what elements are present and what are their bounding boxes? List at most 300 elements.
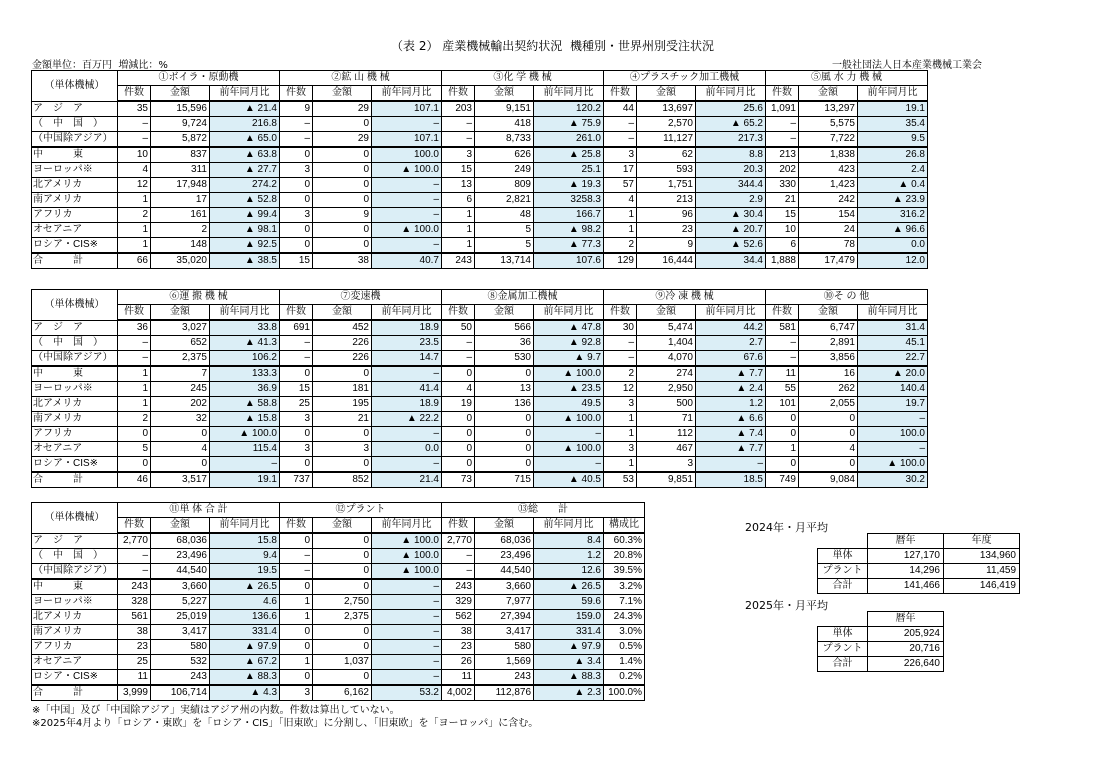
table-cell: – <box>766 351 799 367</box>
table-row <box>32 625 645 640</box>
table-cell: 1 <box>604 223 637 238</box>
table-cell: 331.4 <box>534 625 604 640</box>
region-label: アフリカ <box>32 640 118 655</box>
table-cell: 3.2% <box>604 579 645 595</box>
table-cell: 7 <box>151 366 210 382</box>
table-cell: 38 <box>442 625 475 640</box>
table-cell: 3,660 <box>475 579 534 595</box>
table-cell: 0 <box>280 366 313 382</box>
table-cell: 115.4 <box>210 442 280 457</box>
summary-value: 141,466 <box>868 579 944 594</box>
summary-row <box>818 627 944 642</box>
summary-label: 合計 <box>818 657 868 672</box>
table-cell: 100.0 <box>372 147 442 163</box>
table-cell: 0 <box>280 579 313 595</box>
table-cell: ▲ 96.6 <box>858 223 928 238</box>
table-cell: 21 <box>313 412 372 427</box>
table-cell: 32 <box>151 412 210 427</box>
col-header-amount: 金額 <box>151 518 210 534</box>
table-cell: – <box>372 427 442 442</box>
table-cell: 129 <box>604 253 637 269</box>
table-cell: 7,722 <box>799 132 858 148</box>
table-cell: – <box>604 336 637 351</box>
table-cell: ▲ 40.5 <box>534 472 604 488</box>
table-cell: 2 <box>118 412 151 427</box>
table-cell: 107.6 <box>534 253 604 269</box>
table-cell: 0 <box>313 163 372 178</box>
table-row <box>32 640 645 655</box>
region-label: オセアニア <box>32 223 118 238</box>
table-cell: 10 <box>118 147 151 163</box>
table-cell: 2,570 <box>637 117 696 132</box>
table-cell: ▲ 26.5 <box>210 579 280 595</box>
table-cell: 35 <box>118 101 151 117</box>
summary-value: 226,640 <box>868 657 944 672</box>
table-cell: 13 <box>475 382 534 397</box>
table-cell: 0.2% <box>604 670 645 686</box>
group-header: ⑥運 搬 機 械 <box>118 290 280 305</box>
table-row <box>32 412 928 427</box>
table-cell: 311 <box>151 163 210 178</box>
region-label: （中国除アジア） <box>32 132 118 148</box>
summary-2025-table <box>817 611 944 672</box>
table-cell: 22.7 <box>858 351 928 367</box>
table-cell: – <box>210 457 280 473</box>
table-cell: 36 <box>475 336 534 351</box>
region-label: 北アメリカ <box>32 397 118 412</box>
table-cell: 1 <box>442 223 475 238</box>
table-block-1 <box>31 70 928 269</box>
region-label: 南アメリカ <box>32 412 118 427</box>
table-cell: 249 <box>475 163 534 178</box>
table-cell: ▲ 65.0 <box>210 132 280 148</box>
summary-value: 146,419 <box>944 579 1020 594</box>
table-cell: – <box>372 178 442 193</box>
table-cell: 13,697 <box>637 101 696 117</box>
table-cell: ▲ 30.4 <box>696 208 766 223</box>
table-cell: 1 <box>604 412 637 427</box>
col-header-count: 件数 <box>280 86 313 102</box>
table-cell: 0 <box>475 457 534 473</box>
table-row <box>32 366 928 382</box>
table-cell: 580 <box>151 640 210 655</box>
table-cell: – <box>442 336 475 351</box>
table-cell: 1 <box>118 382 151 397</box>
col-header-count: 件数 <box>280 305 313 321</box>
table-cell: 261.0 <box>534 132 604 148</box>
table-cell: 1,569 <box>475 655 534 670</box>
table-cell: 423 <box>799 163 858 178</box>
table-cell: 15 <box>280 382 313 397</box>
table-cell: 0 <box>280 625 313 640</box>
table-cell: 20.3 <box>696 163 766 178</box>
table-cell: ▲ 92.8 <box>534 336 604 351</box>
col-header-count: 件数 <box>604 305 637 321</box>
col-header-yoy: 前年同月比 <box>534 86 604 102</box>
table-cell: – <box>372 625 442 640</box>
table-block-2 <box>31 289 928 488</box>
table-cell: ▲ 100.0 <box>534 412 604 427</box>
table-cell: ▲ 23.5 <box>534 382 604 397</box>
table-row <box>32 670 645 686</box>
table-row <box>32 595 645 610</box>
table-cell: 50 <box>442 320 475 336</box>
table-cell: 9 <box>280 101 313 117</box>
table-cell: 15.8 <box>210 533 280 549</box>
table-cell: 68,036 <box>151 533 210 549</box>
table-cell: 14.7 <box>372 351 442 367</box>
table-cell: 0 <box>313 549 372 564</box>
table-cell: 106.2 <box>210 351 280 367</box>
table-cell: 0 <box>280 147 313 163</box>
col-header-yoy: 前年同月比 <box>696 305 766 321</box>
table-cell: 73 <box>442 472 475 488</box>
table-cell: 107.1 <box>372 132 442 148</box>
table-cell: ▲ 38.5 <box>210 253 280 269</box>
region-label: （ 中 国 ） <box>32 549 118 564</box>
summary-value: 205,924 <box>868 627 944 642</box>
table-cell: 13 <box>442 178 475 193</box>
table-cell: 6 <box>442 193 475 208</box>
table-cell: 8.4 <box>534 533 604 549</box>
table-cell: ▲ 21.4 <box>210 101 280 117</box>
table-cell: 9,084 <box>799 472 858 488</box>
table-cell: 12 <box>118 178 151 193</box>
table-cell: – <box>118 117 151 132</box>
table-cell: 0 <box>475 366 534 382</box>
table-cell: – <box>118 549 151 564</box>
col-header-yoy: 前年同月比 <box>372 518 442 534</box>
table-row <box>32 457 928 473</box>
table-cell: – <box>696 457 766 473</box>
col-header-amount: 金額 <box>313 86 372 102</box>
table-cell: 1,423 <box>799 178 858 193</box>
table-row <box>32 533 645 549</box>
table-cell: 18.9 <box>372 397 442 412</box>
col-header-count: 件数 <box>766 305 799 321</box>
table-cell: 837 <box>151 147 210 163</box>
table-cell: – <box>372 208 442 223</box>
table-cell: 0 <box>280 427 313 442</box>
region-label: 北アメリカ <box>32 610 118 625</box>
table-cell: 217.3 <box>696 132 766 148</box>
table-cell: 4,070 <box>637 351 696 367</box>
col-header-amount: 金額 <box>637 305 696 321</box>
table-cell: 112 <box>637 427 696 442</box>
region-label: ヨーロッパ※ <box>32 382 118 397</box>
col-header-yoy: 前年同月比 <box>858 305 928 321</box>
table-cell: 0 <box>313 193 372 208</box>
table-cell: – <box>858 412 928 427</box>
table-cell: 0 <box>442 366 475 382</box>
table-cell: 5,227 <box>151 595 210 610</box>
table-cell: 203 <box>442 101 475 117</box>
table-cell: 15,596 <box>151 101 210 117</box>
col-header-count: 件数 <box>442 305 475 321</box>
table-cell: 1 <box>442 208 475 223</box>
table-row <box>32 610 645 625</box>
table-cell: ▲ 15.8 <box>210 412 280 427</box>
summary-label: 合計 <box>818 579 868 594</box>
col-header-count: 件数 <box>604 86 637 102</box>
col-header-yoy: 前年同月比 <box>372 305 442 321</box>
table-cell: – <box>280 549 313 564</box>
table-cell: 5,474 <box>637 320 696 336</box>
table-cell: 2,375 <box>313 610 372 625</box>
table-cell: 12 <box>604 382 637 397</box>
table-cell: 8.8 <box>696 147 766 163</box>
table-cell: 1 <box>604 457 637 473</box>
table-cell: 35,020 <box>151 253 210 269</box>
table-cell: 35.4 <box>858 117 928 132</box>
table-cell: 1 <box>280 595 313 610</box>
table-cell: 330 <box>766 178 799 193</box>
table-cell: 0 <box>766 427 799 442</box>
table-cell: – <box>280 351 313 367</box>
table-cell: 44,540 <box>475 564 534 580</box>
summary-value: 20,716 <box>868 642 944 657</box>
table-cell: 24 <box>799 223 858 238</box>
table-cell: 49.5 <box>534 397 604 412</box>
summary-blank <box>818 534 868 549</box>
table-cell: 30.2 <box>858 472 928 488</box>
table-cell: 10 <box>766 223 799 238</box>
table-cell: 1,404 <box>637 336 696 351</box>
table-cell: 1.2 <box>696 397 766 412</box>
table-cell: 202 <box>151 397 210 412</box>
table-cell: 13,297 <box>799 101 858 117</box>
table-cell: 4 <box>604 193 637 208</box>
table-row <box>32 427 928 442</box>
table-cell: ▲ 2.3 <box>534 685 604 701</box>
table-cell: – <box>118 351 151 367</box>
table-cell: 2,375 <box>151 351 210 367</box>
table-cell: 23,496 <box>151 549 210 564</box>
table-row <box>32 382 928 397</box>
table-cell: 30 <box>604 320 637 336</box>
table-cell: 344.4 <box>696 178 766 193</box>
table-cell: 0 <box>118 457 151 473</box>
table-cell: 1 <box>766 442 799 457</box>
table-row <box>32 549 645 564</box>
table-cell: 5,872 <box>151 132 210 148</box>
table-cell: 532 <box>151 655 210 670</box>
table-cell: 0 <box>280 223 313 238</box>
table-cell: – <box>372 117 442 132</box>
table-cell: 55 <box>766 382 799 397</box>
table-cell: 0 <box>313 625 372 640</box>
table-cell: 581 <box>766 320 799 336</box>
table-cell: 243 <box>475 670 534 686</box>
table-cell: 737 <box>280 472 313 488</box>
table-cell: ▲ 58.8 <box>210 397 280 412</box>
table-cell: – <box>372 640 442 655</box>
table-cell: 159.0 <box>534 610 604 625</box>
table-cell: 262 <box>799 382 858 397</box>
table-cell: 15 <box>442 163 475 178</box>
table-cell: 0 <box>280 533 313 549</box>
table-cell: – <box>442 564 475 580</box>
table-cell: – <box>372 193 442 208</box>
group-header: ⑪単 体 合 計 <box>118 503 280 518</box>
group-header: ⑨冷 凍 機 械 <box>604 290 766 305</box>
summary-value: 127,170 <box>868 549 944 564</box>
table-cell: 23 <box>118 640 151 655</box>
table-cell: 136 <box>475 397 534 412</box>
region-label: 合 計 <box>32 253 118 269</box>
col-header-amount: 金額 <box>475 86 534 102</box>
table-cell: 36.9 <box>210 382 280 397</box>
table-cell: 213 <box>637 193 696 208</box>
table-cell: 140.4 <box>858 382 928 397</box>
table-cell: 13,714 <box>475 253 534 269</box>
table-cell: 11 <box>118 670 151 686</box>
table-row <box>32 351 928 367</box>
table-cell: – <box>766 336 799 351</box>
table-row <box>32 163 928 178</box>
table-cell: ▲ 98.2 <box>534 223 604 238</box>
region-label: （ 中 国 ） <box>32 117 118 132</box>
table-cell: 0 <box>313 457 372 473</box>
table-cell: 120.2 <box>534 101 604 117</box>
table-cell: – <box>118 132 151 148</box>
table-cell: 0.0 <box>372 442 442 457</box>
table-cell: 2,891 <box>799 336 858 351</box>
table-cell: 106,714 <box>151 685 210 701</box>
table-cell: 1,037 <box>313 655 372 670</box>
table-cell: ▲ 22.2 <box>372 412 442 427</box>
region-label: アフリカ <box>32 208 118 223</box>
unit-note: 金額単位：百万円 増減比：% <box>32 60 168 71</box>
table-cell: 2,770 <box>442 533 475 549</box>
table-cell: 2.9 <box>696 193 766 208</box>
table-cell: ▲ 65.2 <box>696 117 766 132</box>
table-cell: 9.5 <box>858 132 928 148</box>
table-cell: 0 <box>799 427 858 442</box>
table-cell: ▲ 97.9 <box>210 640 280 655</box>
region-label: ア ジ ア <box>32 101 118 117</box>
table-cell: 1 <box>118 238 151 254</box>
table-cell: 20.8% <box>604 549 645 564</box>
col-header-amount: 金額 <box>313 305 372 321</box>
table-cell: 45.1 <box>858 336 928 351</box>
table-cell: 17 <box>151 193 210 208</box>
table-cell: 2,950 <box>637 382 696 397</box>
table-row <box>32 208 928 223</box>
summary-row <box>818 564 1020 579</box>
table-cell: 9,151 <box>475 101 534 117</box>
table-cell: 274 <box>637 366 696 382</box>
table-cell: 0 <box>280 193 313 208</box>
col-header-yoy: 前年同月比 <box>534 305 604 321</box>
table-cell: 18.5 <box>696 472 766 488</box>
table-cell: 26.8 <box>858 147 928 163</box>
table-cell: 331.4 <box>210 625 280 640</box>
table-row <box>32 132 928 148</box>
table-cell: 0 <box>280 457 313 473</box>
region-label: オセアニア <box>32 442 118 457</box>
col-header-count: 件数 <box>118 305 151 321</box>
table-cell: 242 <box>799 193 858 208</box>
table-cell: 0 <box>475 427 534 442</box>
table-cell: 0 <box>313 533 372 549</box>
table-cell: 3 <box>280 163 313 178</box>
group-header: ⑩そ の 他 <box>766 290 928 305</box>
table-cell: – <box>372 457 442 473</box>
table-cell: 3,417 <box>475 625 534 640</box>
table-cell: 6,747 <box>799 320 858 336</box>
table-cell: 0 <box>475 412 534 427</box>
table-cell: 19.1 <box>858 101 928 117</box>
table-cell: 2,770 <box>118 533 151 549</box>
table-cell: 3 <box>280 208 313 223</box>
col-header-yoy: 前年同月比 <box>696 86 766 102</box>
table-cell: ▲ 100.0 <box>858 457 928 473</box>
table-cell: 0.5% <box>604 640 645 655</box>
table-cell: 1 <box>118 366 151 382</box>
table-cell: 107.1 <box>372 101 442 117</box>
table-cell: 7,977 <box>475 595 534 610</box>
table-cell: 328 <box>118 595 151 610</box>
summary-label: プラント <box>818 564 868 579</box>
table-cell: 29 <box>313 101 372 117</box>
table-cell: – <box>858 442 928 457</box>
table-cell: 36 <box>118 320 151 336</box>
table-cell: 2,055 <box>799 397 858 412</box>
table-cell: ▲ 9.7 <box>534 351 604 367</box>
table-cell: 100.0% <box>604 685 645 701</box>
col-header-yoy: 前年同月比 <box>210 305 280 321</box>
table-cell: 1 <box>118 223 151 238</box>
table-cell: 626 <box>475 147 534 163</box>
note-2: ※2025年4月より「ロシア・東欧」を「ロシア・CIS」「旧東欧」に分割し、「旧東欧」を「ヨーロッパ」に含む。 <box>32 718 539 729</box>
table-cell: ▲ 23.9 <box>858 193 928 208</box>
table-cell: 3 <box>313 442 372 457</box>
table-cell: 11,127 <box>637 132 696 148</box>
table-cell: 2.4 <box>858 163 928 178</box>
table-cell: – <box>372 610 442 625</box>
table-cell: – <box>280 336 313 351</box>
table-cell: 226 <box>313 351 372 367</box>
table-row <box>32 101 928 117</box>
table-cell: 9.4 <box>210 549 280 564</box>
table-row <box>32 336 928 351</box>
table-row <box>32 253 928 269</box>
region-label: 北アメリカ <box>32 178 118 193</box>
table-cell: 1 <box>280 655 313 670</box>
table-cell: ▲ 100.0 <box>372 163 442 178</box>
table-cell: 136.6 <box>210 610 280 625</box>
corner-label: （単体機械） <box>32 503 118 534</box>
table-cell: 6,162 <box>313 685 372 701</box>
table-cell: 6 <box>766 238 799 254</box>
summary-value: 134,960 <box>944 549 1020 564</box>
table-cell: – <box>442 549 475 564</box>
col-header-amount: 金額 <box>637 86 696 102</box>
table-cell: 0 <box>442 442 475 457</box>
table-cell: 1,091 <box>766 101 799 117</box>
table-cell: ▲ 100.0 <box>534 366 604 382</box>
table-cell: 25 <box>280 397 313 412</box>
table-cell: 3 <box>604 442 637 457</box>
region-label: ロシア・CIS※ <box>32 457 118 473</box>
table-cell: 46 <box>118 472 151 488</box>
table-cell: 29 <box>313 132 372 148</box>
table-cell: 3,417 <box>151 625 210 640</box>
note-1: ※「中国」及び「中国除アジア」実績はアジア州の内数。件数は算出していない。 <box>32 705 400 716</box>
table-cell: 3,660 <box>151 579 210 595</box>
col-header-count: 件数 <box>766 86 799 102</box>
